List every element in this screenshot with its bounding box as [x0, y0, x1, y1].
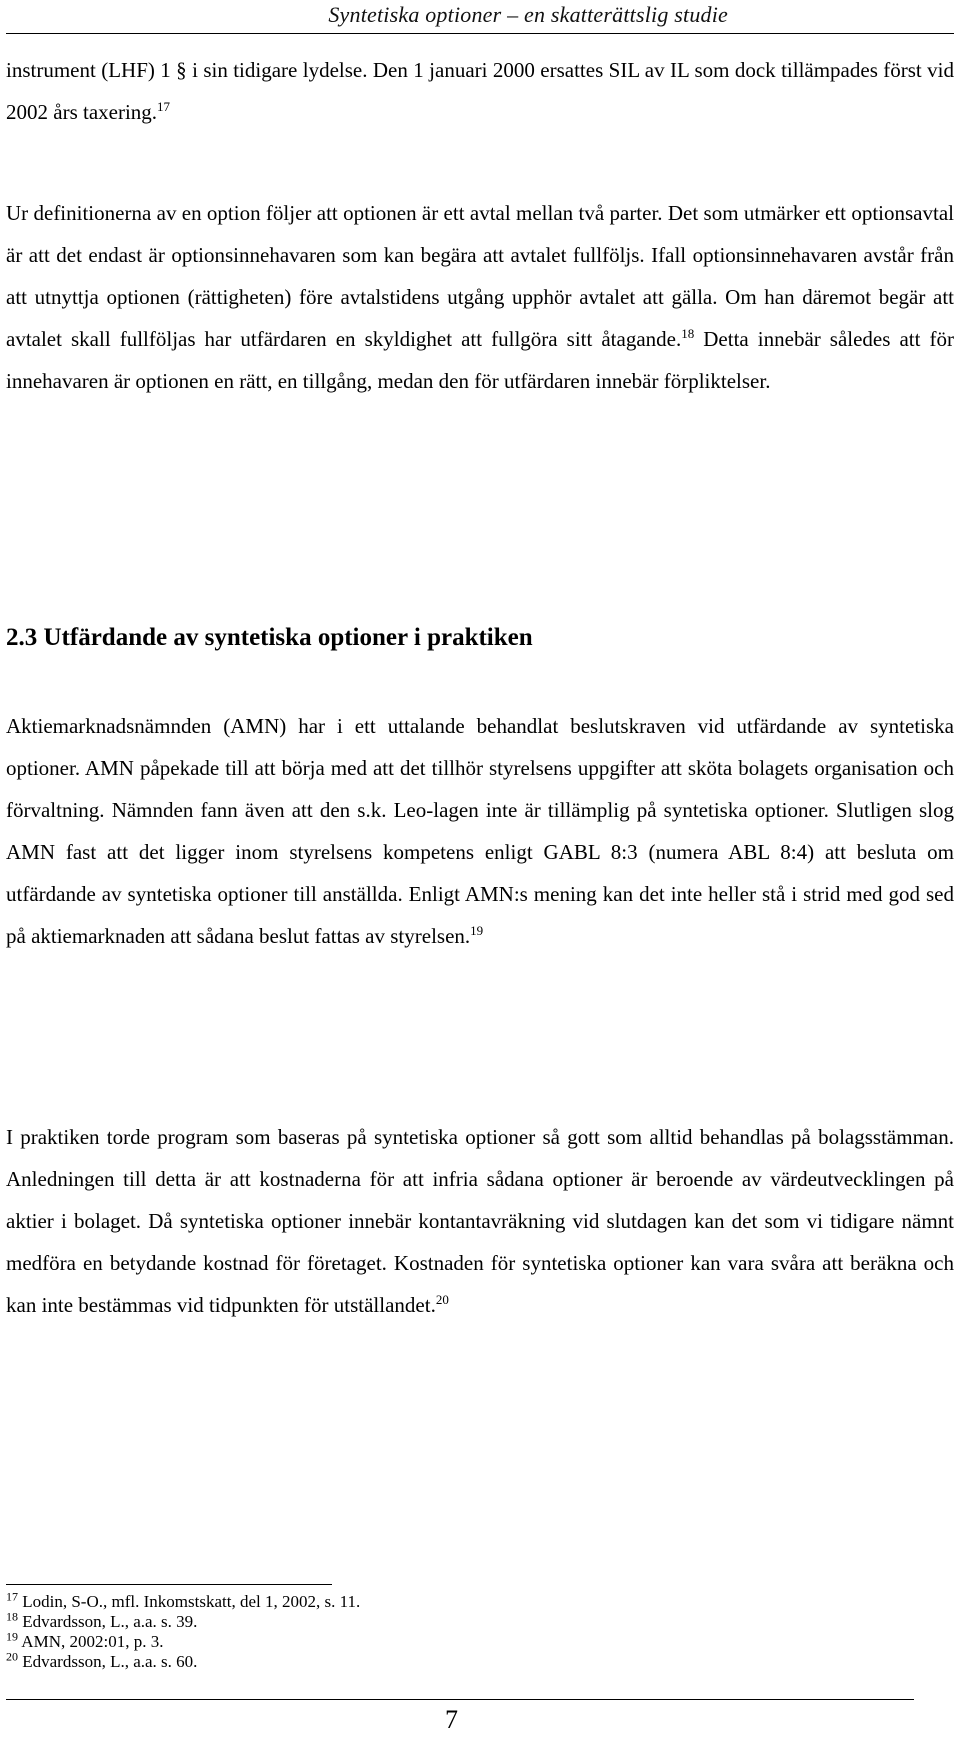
footnote-18 — [6, 1609, 360, 1632]
footnote-17 — [6, 1589, 361, 1612]
footnote-number: 19 — [6, 1629, 18, 1644]
paragraph-2-text-a: Ur definitionerna av en option följer att optionen är ett avtal mellan två parter. Det som utmärker ett optionsavtal är att det endast är optionsinnehavaren som kan begära att avtalet fullföljs. Ifall optionsinnehavaren avstår från att utnyttja optionen (rättigheten) före avtalstidens utgång upphör avtalet att gälla. Om han däremot begär att avtalet skall fullföljas har utfärdaren en skyldighet att fullgöra sitt åtagande. — [6, 201, 954, 351]
paragraph-4 — [6, 1116, 954, 1326]
header-rule — [6, 33, 954, 34]
footnote-number: 20 — [6, 1649, 18, 1664]
footnote-20 — [6, 1649, 360, 1672]
running-header — [0, 0, 960, 30]
paragraph-3-text: Aktiemarknadsnämnden (AMN) har i ett uttalande behandlat beslutskraven vid utfärdande av syntetiska optioner. AMN påpekade till att börja med att det tillhör styrelsens uppgifter att sköta bolagets organisation och förvaltning. Nämnden fann även att den s.k. Leo-lagen inte är tillämplig på syntetiska optioner. Slutligen slog AMN fast att det ligger inom styrelsens kompetens enligt GABL 8:3 (numera ABL 8:4) att besluta om utfärdande av syntetiska optioner till anställda. Enligt AMN:s mening kan det inte heller stå i strid med god sed på aktiemarknaden att sådana beslut fattas av styrelsen. — [6, 714, 954, 948]
paragraph-4-text: I praktiken torde program som baseras på syntetiska optioner så gott som alltid behandlas på bolagsstämman. Anledningen till detta är att kostnaderna för att infria sådana optioner är beroende av värdeutvecklingen på aktier i bolaget. Då syntetiska optioner innebär kontantavräkning vid slutdagen kan det som vi tidigare nämnt medföra en betydande kostnad för företaget. Kostnaden för syntetiska optioner kan vara svåra att beräkna och kan inte bestämmas vid tidpunkten för utställandet. — [6, 1125, 954, 1317]
footnote-text: Edvardsson, L., a.a. s. 39. — [18, 1612, 198, 1631]
footnote-ref-17[interactable]: 17 — [157, 99, 171, 114]
footnote-ref-18[interactable]: 18 — [681, 326, 695, 341]
footnote-text: AMN, 2002:01, p. 3. — [18, 1632, 164, 1651]
footnote-separator — [6, 1584, 332, 1585]
paragraph-3 — [6, 705, 954, 957]
footnote-number: 17 — [6, 1589, 18, 1604]
footnotes — [6, 1589, 361, 1672]
page-number: 7 — [445, 1705, 458, 1734]
footnote-text: Edvardsson, L., a.a. s. 60. — [18, 1652, 198, 1671]
section-heading: 2.3 Utfärdande av syntetiska optioner i praktiken — [6, 624, 533, 651]
paragraph-2 — [6, 192, 954, 402]
footnote-ref-20[interactable]: 20 — [435, 1292, 449, 1307]
paragraph-1-text: instrument (LHF) 1 § i sin tidigare lydelse. Den 1 januari 2000 ersattes SIL av IL som dock tillämpades först vid 2002 års taxering. — [6, 58, 954, 124]
footnote-ref-19[interactable]: 19 — [470, 923, 484, 938]
paragraph-2-text-b: Detta innebär således att för innehavaren är optionen en rätt, en tillgång, medan den för utfärdaren innebär förpliktelser. — [6, 327, 954, 393]
header-title: Syntetiska optioner – en skatterättslig studie — [328, 2, 728, 27]
footnote-text: Lodin, S-O., mfl. Inkomstskatt, del 1, 2002, s. 11. — [18, 1592, 361, 1611]
footnote-number: 18 — [6, 1609, 18, 1624]
footer-rule — [6, 1699, 914, 1700]
paragraph-1 — [6, 49, 954, 133]
footnote-19 — [6, 1629, 360, 1652]
